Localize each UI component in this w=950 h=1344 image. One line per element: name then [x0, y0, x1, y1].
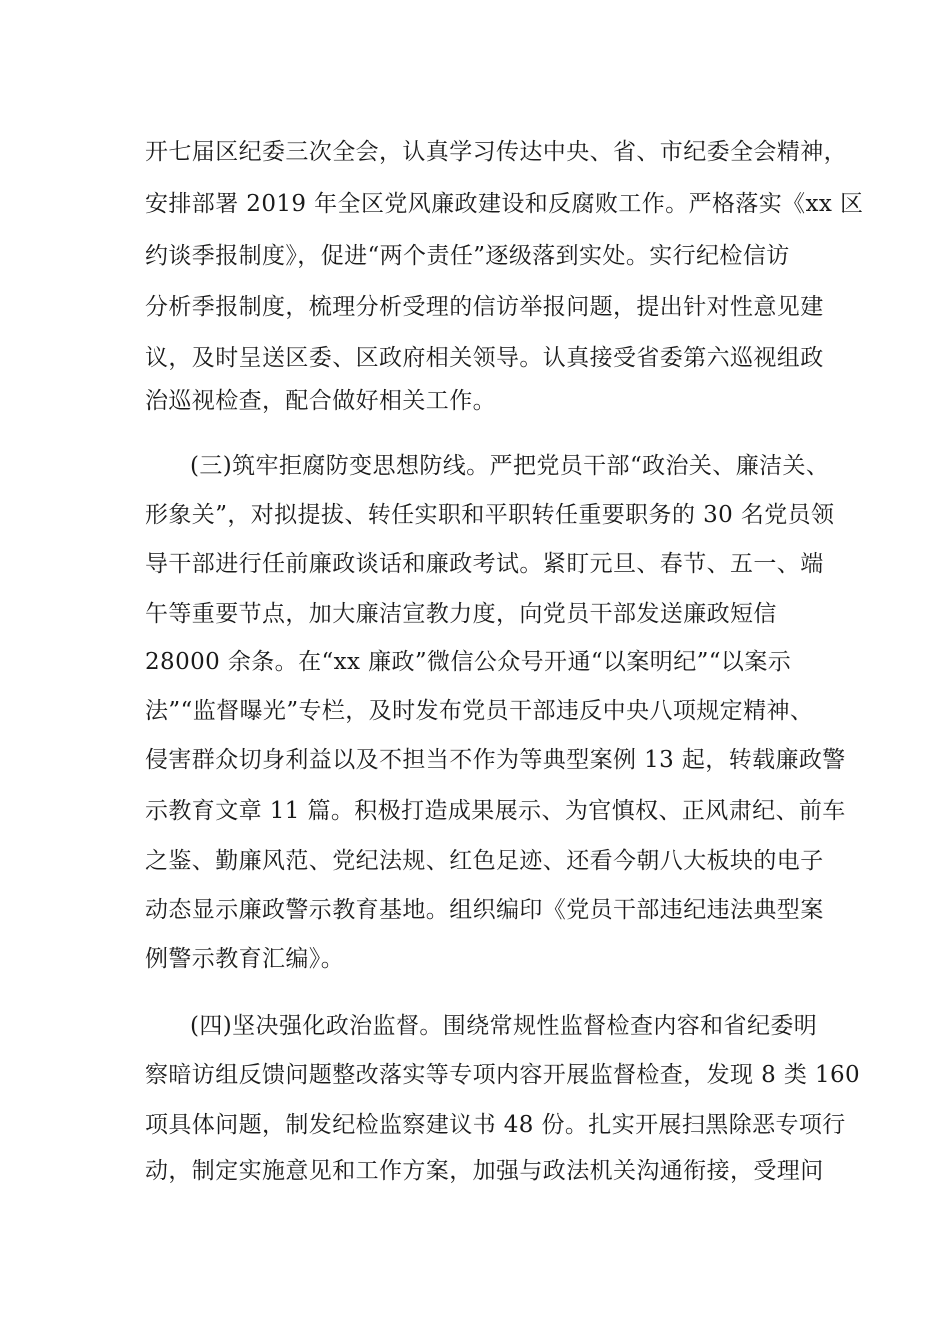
paragraph-1-line-5: 议，及时呈送区委、区政府相关领导。认真接受省委第六巡视组政: [145, 345, 824, 371]
paragraph-2-line-4: 午等重要节点，加大廉洁宣教力度，向党员干部发送廉政短信: [145, 601, 777, 627]
paragraph-1-line-4: 分析季报制度，梳理分析受理的信访举报问题，提出针对性意见建: [145, 294, 824, 320]
paragraph-3-line-3: 项具体问题，制发纪检监察建议书 48 份。扎实开展扫黑除恶专项行: [145, 1112, 846, 1138]
paragraph-2-line-10: 动态显示廉政警示教育基地。组织编印《党员干部违纪违法典型案: [145, 897, 824, 923]
paragraph-2-line-7: 侵害群众切身利益以及不担当不作为等典型案例 13 起，转载廉政警: [145, 747, 846, 773]
paragraph-2-line-8: 示教育文章 11 篇。积极打造成果展示、为官慎权、正风肃纪、前车: [145, 798, 846, 824]
paragraph-1-line-1: 开七届区纪委三次全会，认真学习传达中央、省、市纪委全会精神，: [145, 139, 847, 165]
paragraph-2-line-2: 形象关”，对拟提拔、转任实职和平职转任重要职务的 30 名党员领: [145, 502, 835, 528]
paragraph-3-line-2: 察暗访组反馈问题整改落实等专项内容开展监督检查，发现 8 类 160: [145, 1062, 861, 1088]
paragraph-3-line-1: (四)坚决强化政治监督。围绕常规性监督检查内容和省纪委明: [190, 1013, 818, 1039]
paragraph-2-line-6: 法”“监督曝光”专栏，及时发布党员干部违反中央八项规定精神、: [145, 698, 814, 724]
paragraph-1-line-6: 治巡视检查，配合做好相关工作。: [145, 388, 496, 414]
paragraph-2-line-9: 之鉴、勤廉风范、党纪法规、红色足迹、还看今朝八大板块的电子: [145, 848, 824, 874]
paragraph-3-line-4: 动，制定实施意见和工作方案，加强与政法机关沟通衔接，受理问: [145, 1158, 824, 1184]
paragraph-2-line-3: 导干部进行任前廉政谈话和廉政考试。紧盯元旦、春节、五一、端: [145, 551, 824, 577]
paragraph-1-line-3: 约谈季报制度》，促进“两个责任”逐级落到实处。实行纪检信访: [145, 243, 790, 269]
paragraph-2-line-5: 28000 余条。在“xx 廉政”微信公众号开通“以案明纪”“以案示: [145, 649, 792, 675]
paragraph-1-line-2: 安排部署 2019 年全区党风廉政建设和反腐败工作。严格落实《xx 区: [145, 191, 864, 217]
paragraph-2-line-11: 例警示教育汇编》。: [145, 946, 345, 972]
paragraph-2-line-1: (三)筑牢拒腐防变思想防线。严把党员干部“政治关、廉洁关、: [190, 453, 830, 479]
